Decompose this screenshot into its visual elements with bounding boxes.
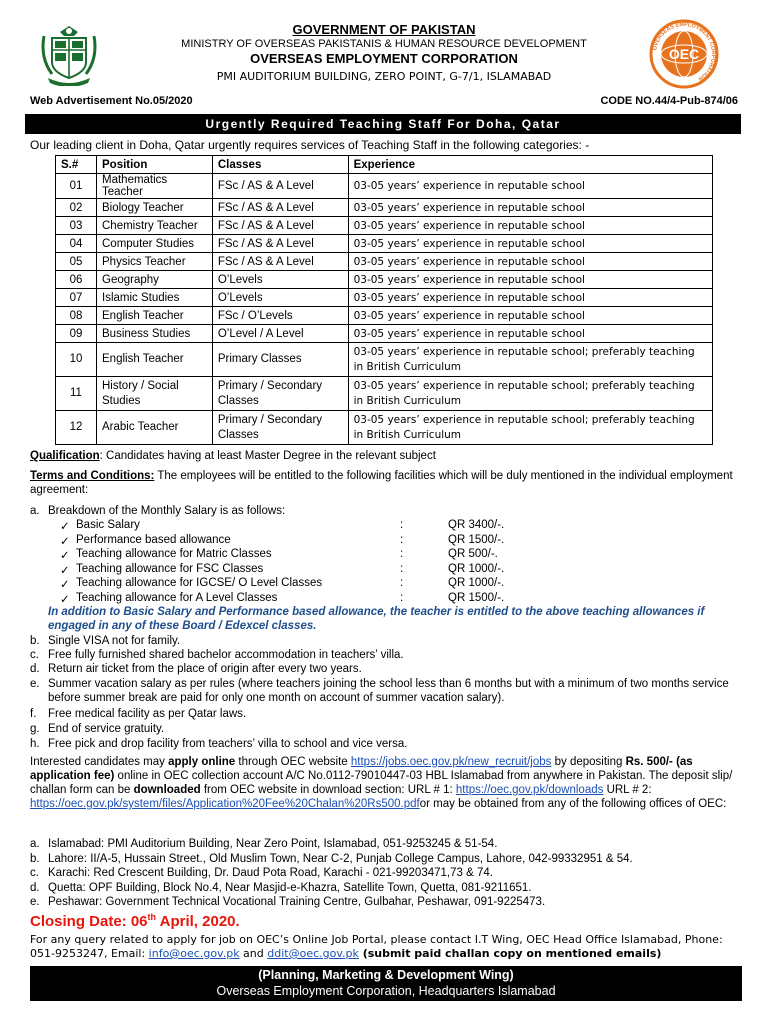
row-sn: 04 <box>56 235 97 253</box>
salary-row <box>60 548 560 562</box>
row-sn: 07 <box>56 289 97 307</box>
ministry-title: MINISTRY OF OVERSEAS PAKISTANIS & HUMAN RESOURCE DEVELOPMENT <box>181 38 587 50</box>
terms-text: The employees will be entitled to the following facilities which will be duly mentioned in the individual employment agreement: <box>30 470 733 496</box>
table-row <box>56 343 713 377</box>
row-classes: FSc / AS & A Level <box>212 174 348 199</box>
office-letter: d. <box>30 881 40 894</box>
office-item <box>30 837 742 851</box>
term-text: Free pick and drop facility from teachers’ villa to school and vice versa. <box>48 738 408 750</box>
footer-line1: (Planning, Marketing & Development Wing) <box>258 968 514 982</box>
term-letter: a. <box>30 505 40 517</box>
row-sn: 01 <box>56 174 97 199</box>
header-position: Position <box>97 156 213 174</box>
office-item <box>30 852 742 866</box>
salary-amount: QR 1500/-. <box>448 591 505 604</box>
jobs-portal-link[interactable]: https://jobs.oec.gov.pk/new_recruit/jobs <box>350 756 552 768</box>
query-text: For any query related to apply for job on OEC’s Online Job Portal, please contact I.T Wing, OEC Head Office Islamabad, Phone: 051-9253247, Email: <box>30 933 723 960</box>
office-letter: c. <box>30 867 39 879</box>
challan-pdf-link[interactable]: https://oec.gov.pk/system/files/Application%20Fee%20Chalan%20Rs500.pdf <box>30 798 420 810</box>
row-position: English Teacher <box>97 307 213 325</box>
oec-logo-text: OEC <box>668 46 700 62</box>
salary-row <box>60 577 560 591</box>
table-row <box>56 235 713 253</box>
row-sn: 02 <box>56 199 97 217</box>
row-classes: O’Levels <box>212 289 348 307</box>
oec-logo-ring-text: OVERSEAS EMPLOYMENT CORPORATION <box>652 21 717 82</box>
term-item <box>30 707 742 721</box>
term-item <box>30 504 742 518</box>
office-letter: e. <box>30 896 40 908</box>
check-icon: ✓ <box>60 521 70 533</box>
apply-text: URL # 2: <box>603 784 652 796</box>
advertisement-number: Web Advertisement No.05/2020 <box>30 95 193 107</box>
ddit-email-link[interactable]: ddit@oec.gov.pk <box>267 947 359 960</box>
row-experience: 03-05 years’ experience in reputable school <box>348 174 712 199</box>
row-sn: 12 <box>56 411 97 445</box>
row-sn: 06 <box>56 271 97 289</box>
row-classes: Primary / Secondary Classes <box>212 411 348 445</box>
term-text: Summer vacation salary as per rules (where teachers joining the school less than 6 months but with a minimum of two months service before summer break are paid for only one month on account of summer vacation salary). <box>48 678 729 704</box>
row-experience: 03-05 years’ experience in reputable school <box>348 325 712 343</box>
row-position: Arabic Teacher <box>97 411 213 445</box>
row-position: Islamic Studies <box>97 289 213 307</box>
row-classes: O’Level / A Level <box>212 325 348 343</box>
row-classes: FSc / AS & A Level <box>212 235 348 253</box>
term-text: Single VISA not for family. <box>48 635 181 647</box>
office-item <box>30 866 742 880</box>
salary-label: Teaching allowance for Matric Classes <box>76 548 272 560</box>
row-sn: 05 <box>56 253 97 271</box>
qualification-label: Qualification <box>30 450 100 462</box>
header-classes: Classes <box>212 156 348 174</box>
staff-table <box>55 155 713 445</box>
fee-bold: Rs. 500/- (as application fee) <box>30 756 693 782</box>
row-position: History / Social Studies <box>97 377 213 411</box>
term-item <box>30 737 742 751</box>
row-sn: 09 <box>56 325 97 343</box>
table-row <box>56 217 713 235</box>
check-icon: ✓ <box>60 579 70 591</box>
term-text: Return air ticket from the place of origin after every two years. <box>48 663 362 675</box>
office-item <box>30 895 742 909</box>
row-classes: Primary / Secondary Classes <box>212 377 348 411</box>
row-sn: 11 <box>56 377 97 411</box>
check-icon: ✓ <box>60 535 70 548</box>
table-row <box>56 253 713 271</box>
downloads-link[interactable]: https://oec.gov.pk/downloads <box>455 784 604 796</box>
closing-date <box>30 912 240 930</box>
apply-text: or may be obtained from any of the following offices of OEC: <box>419 798 727 810</box>
query-paragraph <box>30 933 742 961</box>
salary-note: In addition to Basic Salary and Performance based allowance, the teacher is entitled to the above teaching allowances if engaged in any of these Board / Edexcel classes. <box>48 606 705 632</box>
headline-banner: Urgently Required Teaching Staff For Doha, Qatar <box>25 114 741 134</box>
row-experience: 03-05 years’ experience in reputable school <box>348 217 712 235</box>
gov-title: GOVERNMENT OF PAKISTAN <box>292 22 476 37</box>
row-experience: 03-05 years’ experience in reputable school <box>348 271 712 289</box>
row-position: Geography <box>97 271 213 289</box>
table-row <box>56 271 713 289</box>
row-position: English Teacher <box>97 343 213 377</box>
query-bold: (submit paid challan copy on mentioned emails) <box>358 947 662 960</box>
downloaded-bold: downloaded <box>133 784 201 796</box>
salary-amount: QR 1000/-. <box>448 577 505 589</box>
salary-intro: Breakdown of the Monthly Salary is as follows: <box>48 505 286 517</box>
row-sn: 08 <box>56 307 97 325</box>
row-classes: FSc / AS & A Level <box>212 199 348 217</box>
table-row <box>56 289 713 307</box>
office-item <box>30 881 742 895</box>
salary-amount: QR 1500/-. <box>448 533 505 546</box>
table-row <box>56 307 713 325</box>
table-row <box>56 325 713 343</box>
salary-label: Teaching allowance for FSC Classes <box>76 562 264 575</box>
table-row <box>56 174 713 199</box>
salary-amount: QR 1000/-. <box>448 562 505 575</box>
query-text: and <box>239 947 268 960</box>
table-row <box>56 377 713 411</box>
qualification-text: : Candidates having at least Master Degree in the relevant subject <box>99 450 436 462</box>
row-classes: FSc / O’Levels <box>212 307 348 325</box>
term-item <box>30 648 742 662</box>
salary-label: Teaching allowance for IGCSE/ O Level Classes <box>76 577 323 589</box>
term-item <box>30 634 742 648</box>
row-classes: Primary Classes <box>212 343 348 377</box>
code-number: CODE NO.44/4-Pub-874/06 <box>600 95 738 107</box>
term-letter: f. <box>30 708 37 720</box>
table-header-row <box>56 156 713 174</box>
salary-row <box>60 519 560 533</box>
closing-rest: April, 2020. <box>156 913 240 930</box>
apply-text: Interested candidates may <box>30 756 169 768</box>
salary-amount: QR 500/-. <box>448 548 498 560</box>
header-experience: Experience <box>348 156 712 174</box>
apply-text: through OEC website <box>235 756 351 768</box>
office-text: Karachi: Red Crescent Building, Dr. Daud Pota Road, Karachi - 021-99203471,73 & 74. <box>48 867 493 879</box>
salary-label: Teaching allowance for A Level Classes <box>76 591 278 604</box>
row-position: Mathematics Teacher <box>97 174 213 199</box>
office-text: Quetta: OPF Building, Block No.4, Near Masjid-e-Khazra, Satellite Town, Quetta, 081-9211651. <box>48 881 532 894</box>
row-experience: 03-05 years’ experience in reputable school <box>348 307 712 325</box>
term-item <box>30 662 742 676</box>
row-experience: 03-05 years’ experience in reputable school; preferably teaching in British Curriculum <box>348 411 712 445</box>
row-experience: 03-05 years’ experience in reputable school; preferably teaching in British Curriculum <box>348 343 712 377</box>
closing-sup: th <box>147 912 157 922</box>
table-row <box>56 199 713 217</box>
org-title: OVERSEAS EMPLOYMENT CORPORATION <box>250 51 518 66</box>
salary-label: Basic Salary <box>76 519 140 531</box>
check-icon: ✓ <box>60 564 70 577</box>
term-text: Free fully furnished shared bachelor accommodation in teachers’ villa. <box>48 649 404 661</box>
term-letter: b. <box>30 635 40 647</box>
header-sn: S.# <box>56 156 97 174</box>
check-icon: ✓ <box>60 550 70 562</box>
office-text: Islamabad: PMI Auditorium Building, Near Zero Point, Islamabad, 051-9253245 & 51-54. <box>48 838 498 850</box>
row-position: Chemistry Teacher <box>97 217 213 235</box>
apply-text: by depositing <box>551 756 626 768</box>
apply-paragraph <box>30 755 742 811</box>
row-position: Biology Teacher <box>97 199 213 217</box>
office-letter: a. <box>30 838 40 850</box>
row-classes: FSc / AS & A Level <box>212 217 348 235</box>
term-item <box>30 722 742 736</box>
term-letter: g. <box>30 723 40 735</box>
footer-line2: Overseas Employment Corporation, Headquarters Islamabad <box>216 984 556 998</box>
salary-colon: : <box>400 548 404 560</box>
salary-row <box>60 563 560 577</box>
salary-colon: : <box>400 562 404 575</box>
row-experience: 03-05 years’ experience in reputable school <box>348 253 712 271</box>
salary-row <box>60 534 560 548</box>
row-classes: FSc / AS & A Level <box>212 253 348 271</box>
salary-amount: QR 3400/-. <box>448 519 505 531</box>
row-experience: 03-05 years’ experience in reputable school <box>348 199 712 217</box>
closing-label: Closing Date: 06 <box>30 913 148 930</box>
term-text: End of service gratuity. <box>48 723 165 735</box>
row-experience: 03-05 years’ experience in reputable school <box>348 235 712 253</box>
salary-colon: : <box>400 577 404 589</box>
salary-colon: : <box>400 533 404 546</box>
intro-text: Our leading client in Doha, Qatar urgently requires services of Teaching Staff in the following categories: - <box>30 138 590 152</box>
apply-text: online in OEC collection account A/C No.0112-79010447-03 HBL Islamabad from anywhere in Pakistan. The deposit slip/ challan form can be <box>30 770 733 796</box>
row-position: Business Studies <box>97 325 213 343</box>
row-sn: 03 <box>56 217 97 235</box>
office-letter: b. <box>30 852 40 865</box>
row-sn: 10 <box>56 343 97 377</box>
check-icon: ✓ <box>60 593 70 606</box>
salary-label: Performance based allowance <box>76 533 231 546</box>
salary-colon: : <box>400 591 404 604</box>
table-row <box>56 411 713 445</box>
row-experience: 03-05 years’ experience in reputable school; preferably teaching in British Curriculum <box>348 377 712 411</box>
footer-banner <box>30 966 742 1001</box>
row-position: Computer Studies <box>97 235 213 253</box>
salary-colon: : <box>400 519 404 531</box>
row-experience: 03-05 years’ experience in reputable school <box>348 289 712 307</box>
row-position: Physics Teacher <box>97 253 213 271</box>
info-email-link[interactable]: info@oec.gov.pk <box>148 947 240 960</box>
term-text: Free medical facility as per Qatar laws. <box>48 708 247 720</box>
term-item <box>30 677 742 705</box>
term-letter: c. <box>30 649 39 661</box>
qualification <box>30 449 742 463</box>
term-letter: h. <box>30 738 40 750</box>
apply-text: from OEC website in download section: URL # 1: <box>200 784 456 796</box>
terms <box>30 469 742 497</box>
terms-label: Terms and Conditions: <box>30 470 155 482</box>
row-classes: O’Levels <box>212 271 348 289</box>
org-address: PMI AUDITORIUM BUILDING, ZERO POINT, G-7/1, ISLAMABAD <box>216 70 552 83</box>
term-letter: e. <box>30 678 40 690</box>
salary-row <box>60 592 560 606</box>
office-text: Lahore: II/A-5, Hussain Street., Old Muslim Town, Near C-2, Punjab College Campus, Lahore, 042-99332951 & 54. <box>48 852 633 865</box>
apply-online-bold: apply online <box>168 756 236 768</box>
term-letter: d. <box>30 663 40 675</box>
office-text: Peshawar: Government Technical Vocational Training Centre, Gulbahar, Peshawar, 091-9225473. <box>48 896 546 908</box>
